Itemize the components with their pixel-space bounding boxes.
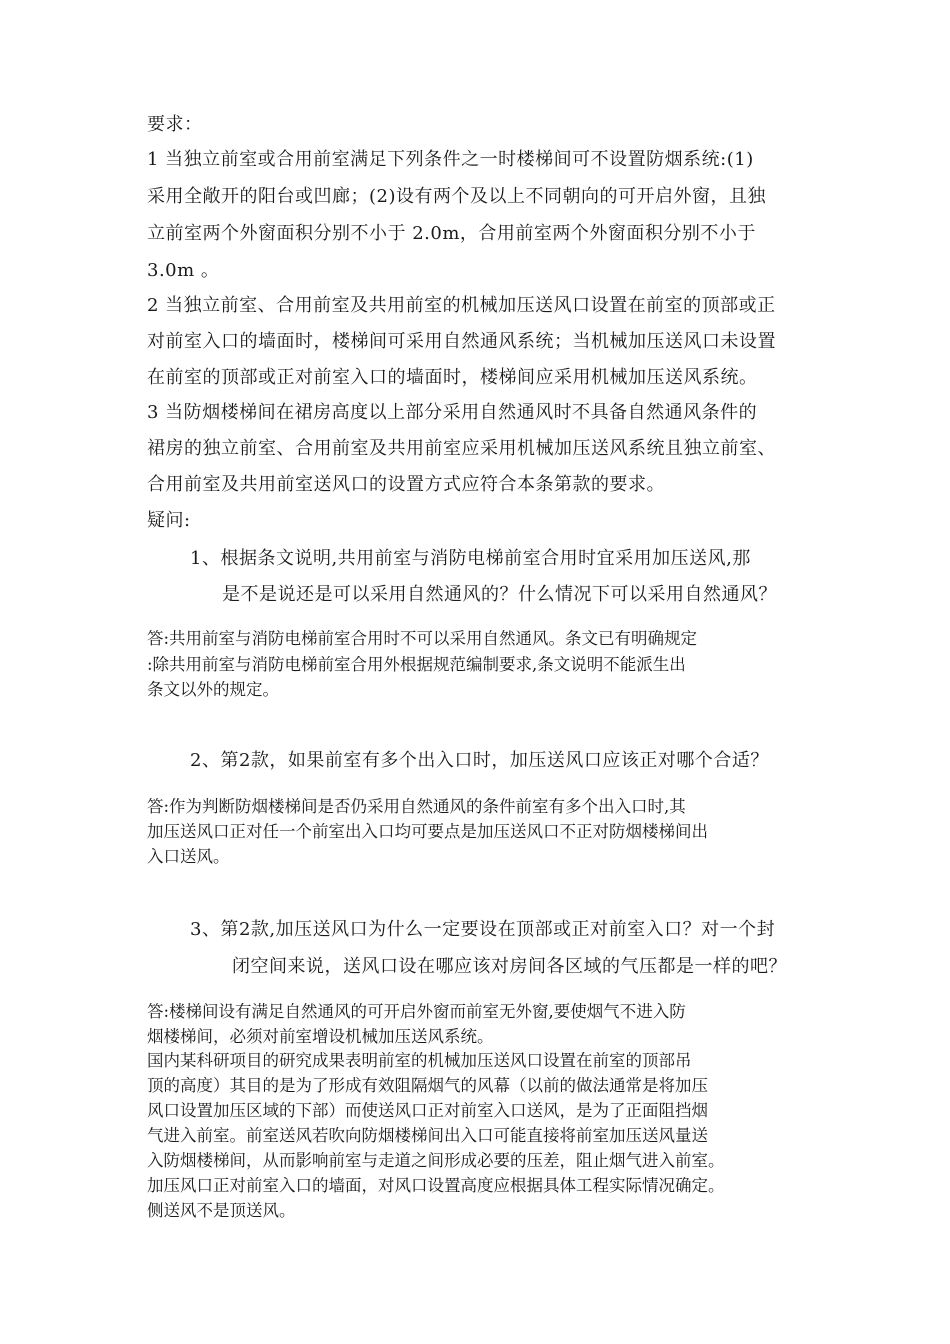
requirement-1-line-3: 立前室两个外窗面积分别不小于 2.0m，合用前室两个外窗面积分别不小于 <box>147 223 756 244</box>
answer-2-line-2: 加压送风口正对任一个前室出入口均可要点是加压送风口不正对防烟楼梯间出 <box>147 822 708 841</box>
requirement-1-line-2: 采用全敞开的阳台或凹廊；(2)设有两个及以上不同朝向的可开启外窗，且独 <box>147 186 766 207</box>
answer-3-line-8: 加压风口正对前室入口的墙面，对风口设置高度应根据具体工程实际情况确定。 <box>147 1176 725 1195</box>
answer-1-line-1: 答:共用前室与消防电梯前室合用时不可以采用自然通风。条文已有明确规定 <box>147 629 698 648</box>
answer-3-line-9: 侧送风不是顶送风。 <box>147 1201 296 1220</box>
requirement-3-line-2: 裙房的独立前室、合用前室及共用前室应采用机械加压送风系统且独立前室、 <box>147 438 776 459</box>
answer-3-line-2: 烟楼梯间，必须对前室增设机械加压送风系统。 <box>147 1027 494 1046</box>
question-1-line-2: 是不是说还是可以采用自然通风的？什么情况下可以采用自然通风？ <box>222 584 777 605</box>
answer-3-line-3: 国内某科研项目的研究成果表明前室的机械加压送风口设置在前室的顶部吊 <box>147 1051 692 1070</box>
requirement-2-line-2: 对前室入口的墙面时，楼梯间可采用自然通风系统；当机械加压送风口未设置 <box>147 331 776 352</box>
requirement-3-line-3: 合用前室及共用前室送风口的设置方式应符合本条第款的要求。 <box>147 474 665 495</box>
answer-3-line-1: 答:楼梯间设有满足自然通风的可开启外窗而前室无外窗,要使烟气不进入防 <box>147 1002 686 1021</box>
requirement-2-line-1: 2 当独立前室、合用前室及共用前室的机械加压送风口设置在前室的顶部或正 <box>147 295 776 316</box>
questions-heading: 疑问: <box>147 510 191 531</box>
answer-1-line-3: 条文以外的规定。 <box>147 680 279 699</box>
requirement-2-line-3: 在前室的顶部或正对前室入口的墙面时，楼梯间应采用机械加压送风系统。 <box>147 367 758 388</box>
requirement-1-line-4: 3.0m 。 <box>147 260 220 281</box>
answer-2-line-3: 入口送风。 <box>147 847 230 866</box>
question-2-line-1: 2、第2款，如果前室有多个出入口时，加压送风口应该正对哪个合适？ <box>190 750 769 771</box>
answer-3-line-4: 顶的高度）其目的是为了形成有效阻隔烟气的风幕（以前的做法通常是将加压 <box>147 1076 708 1095</box>
answer-3-line-5: 风口设置加压区域的下部）而使送风口正对前室入口送风，是为了正面阻挡烟 <box>147 1101 708 1120</box>
question-3-line-2: 闭空间来说，送风口设在哪应该对房间各区域的气压都是一样的吧？ <box>232 956 787 977</box>
answer-3-line-7: 入防烟楼梯间，从而影响前室与走道之间形成必要的压差，阻止烟气进入前室。 <box>147 1151 725 1170</box>
answer-3-line-6: 气进入前室。前室送风若吹向防烟楼梯间出入口可能直接将前室加压送风量送 <box>147 1126 708 1145</box>
question-1-line-1: 1、根据条文说明,共用前室与消防电梯前室合用时宜采用加压送风,那 <box>190 548 751 569</box>
answer-2-line-1: 答:作为判断防烟楼梯间是否仍采用自然通风的条件前室有多个出入口时,其 <box>147 797 686 816</box>
requirements-heading: 要求： <box>147 114 203 135</box>
question-3-line-1: 3、第2款,加压送风口为什么一定要设在顶部或正对前室入口？对一个封 <box>190 919 776 940</box>
requirement-3-line-1: 3 当防烟楼梯间在裙房高度以上部分采用自然通风时不具备自然通风条件的 <box>147 402 758 423</box>
requirement-1-line-1: 1 当独立前室或合用前室满足下列条件之一时楼梯间可不设置防烟系统:(1) <box>147 149 754 170</box>
answer-1-line-2: :除共用前室与消防电梯前室合用外根据规范编制要求,条文说明不能派生出 <box>147 655 686 674</box>
